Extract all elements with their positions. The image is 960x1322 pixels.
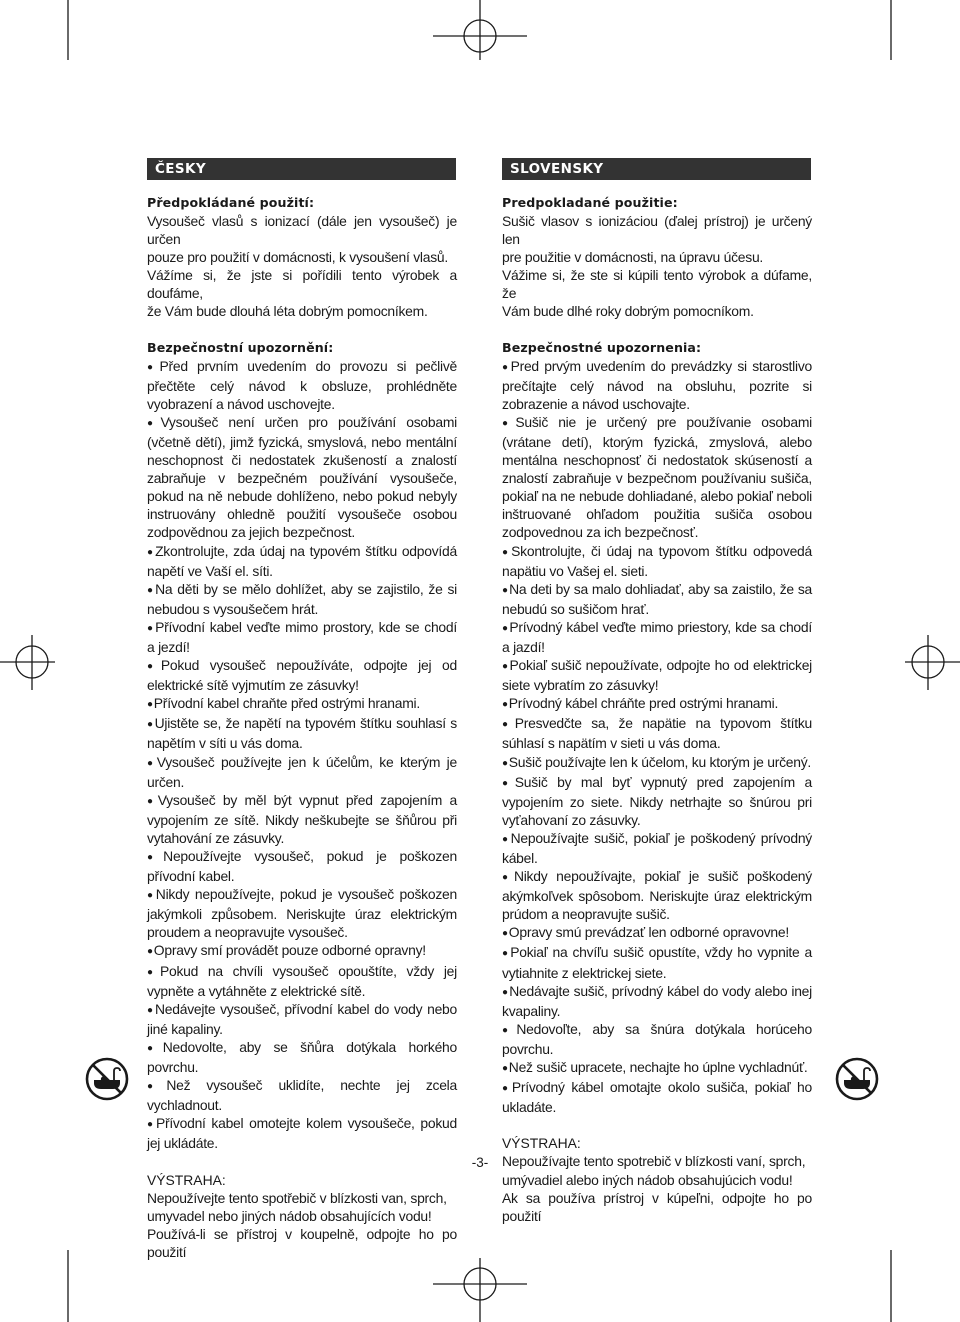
bullet-icon: ● xyxy=(502,1083,511,1095)
safety-item xyxy=(147,542,457,580)
bullet-icon: ● xyxy=(502,777,514,789)
safety-item xyxy=(147,1038,457,1076)
safety-item-text: Pokiaľ na chvíľu sušič opustíte, vždy ho vypnite a vytiahnite z elektrickej siete. xyxy=(502,944,812,981)
safety-item xyxy=(147,885,457,941)
crosshair-icon xyxy=(433,1258,527,1322)
text-line: pre použitie v domácnosti, na úpravu účesu. xyxy=(502,249,764,266)
safety-item xyxy=(502,580,812,618)
page-number: -3- xyxy=(471,1155,489,1170)
language-header: SLOVENSKY xyxy=(502,158,811,180)
safety-item xyxy=(502,1078,812,1116)
bullet-icon: ● xyxy=(502,1024,516,1036)
safety-item xyxy=(502,1020,812,1058)
safety-item-text: Nedovolte, aby se šňůra dotýkala horkého povrchu. xyxy=(147,1038,457,1076)
bullet-icon: ● xyxy=(502,546,511,558)
safety-item xyxy=(502,618,812,656)
safety-item-text: Nepoužívajte sušič, pokiaľ je poškodený prívodný kábel. xyxy=(502,829,812,866)
safety-item-text: Pokud vysoušeč nepoužíváte, odpojte jej od elektrické sítě vyjmutím ze zásuvky! xyxy=(147,657,457,694)
safety-item-text: Nikdy nepoužívajte, pokiaľ je sušič poškodený akýmkoľvek spôsobom. Neriskujte úraz elektrickým prúdom a neopravujte sušič. xyxy=(502,868,812,923)
bullet-icon: ● xyxy=(147,1119,155,1131)
bullet-icon: ● xyxy=(147,661,160,673)
safety-item xyxy=(502,829,812,867)
safety-heading: Bezpečnostné upozornenia: xyxy=(502,339,702,355)
bullet-icon: ● xyxy=(502,622,509,634)
bullet-icon: ● xyxy=(147,946,153,958)
text-line: že Vám bude dlouhá léta dobrým pomocníkem. xyxy=(147,303,428,320)
crosshair-icon xyxy=(433,0,527,60)
warning-heading: VÝSTRAHA: xyxy=(147,1171,226,1188)
column-czech xyxy=(147,158,457,1261)
safety-item-text: Zkontrolujte, zda údaj na typovém štítku odpovídá napětí ve Vaší el. síti. xyxy=(147,542,457,579)
text-line: Vysoušeč vlasů s ionizací (dále jen vysoušeč) je určen xyxy=(147,213,457,248)
safety-item xyxy=(502,714,812,752)
warning-heading: VÝSTRAHA: xyxy=(502,1135,581,1152)
bullet-icon: ● xyxy=(147,417,160,429)
bullet-icon: ● xyxy=(147,622,155,634)
safety-item-text: Opravy smí provádět pouze odborné opravny! xyxy=(153,942,426,959)
safety-heading: Bezpečnostní upozornění: xyxy=(147,339,334,355)
text-line: Nepoužívajte tento spotrebič v blízkosti vaní, sprch, xyxy=(502,1153,806,1170)
safety-item xyxy=(147,847,457,885)
crosshair-icon xyxy=(0,635,55,690)
safety-item xyxy=(502,923,812,943)
safety-item xyxy=(502,542,812,580)
safety-item-text: Před prvním uvedením do provozu si pečlivě přečtěte celý návod k obsluze, prohlédněte vyobrazení a návod uschovejte. xyxy=(147,357,457,412)
safety-item xyxy=(502,867,812,923)
language-header: ČESKY xyxy=(147,158,456,180)
safety-item-text: Než vysoušeč uklidíte, nechte jej zcela vychladnout. xyxy=(147,1077,457,1114)
safety-item xyxy=(147,357,457,413)
safety-item-text: Nikdy nepoužívejte, pokud je vysoušeč poškozen jakýmkoli způsobem. Neriskujte úraz elektrickým proudem a neopravujte vysoušeč. xyxy=(147,886,457,941)
safety-item-text: Na deti by sa malo dohliadať, aby sa zaistilo, že sa nebudú so sušičom hrať. xyxy=(502,580,813,617)
text-line: Sušič vlasov s ionizáciou (ďalej prístroj) je určený len xyxy=(502,213,812,248)
safety-item xyxy=(147,656,457,694)
bullet-icon: ● xyxy=(502,986,509,998)
safety-item-text: Vysoušeč používejte jen k účelům, ke kterým je určen. xyxy=(147,753,457,790)
bullet-icon: ● xyxy=(502,928,508,940)
safety-item-text: Nedávajte sušič, prívodný kábel do vody alebo inej kvapaliny. xyxy=(502,982,812,1019)
safety-item-text: Přívodní kabel veďte mimo prostory, kde se chodí a jezdí! xyxy=(147,618,457,655)
safety-item-text: Prívodný kábel omotajte okolo sušiča, pokiaľ ho ukladáte. xyxy=(502,1079,812,1116)
intended-use-text xyxy=(147,212,457,321)
text-line: Vám bude dlhé roky dobrým pomocníkom. xyxy=(502,303,754,320)
bullet-icon: ● xyxy=(147,1081,166,1093)
safety-item-text: Prívodný kábel veďte mimo priestory, kde sa chodí a jazdí! xyxy=(502,618,812,655)
text-line: Ak sa používa prístroj v kúpeľni, odpojte ho po použití xyxy=(502,1189,812,1224)
bullet-icon: ● xyxy=(502,719,514,731)
safety-item xyxy=(147,580,457,618)
bullet-icon: ● xyxy=(502,661,509,673)
safety-item-text: Nedovoľte, aby sa šnúra dotýkala horúceho povrchu. xyxy=(502,1020,812,1057)
text-line: Vážíme si, že jste si pořídili tento výrobek a doufáme, xyxy=(147,267,457,302)
bullet-icon: ● xyxy=(147,795,157,807)
bullet-icon: ● xyxy=(147,584,155,596)
text-line: umyvadel nebo jiných nádob obsahujících vodu! xyxy=(147,1207,432,1224)
safety-item xyxy=(502,656,812,694)
safety-item-text: Nepoužívejte vysoušeč, pokud je poškozen přívodní kabel. xyxy=(147,848,457,885)
safety-item-text: Pokud na chvíli vysoušeč opouštíte, vždy jej vypněte a vytáhněte z elektrické sítě. xyxy=(147,962,457,999)
safety-item-text: Na děti by se mělo dohlížet, aby se zajistilo, že si nebudou s vysoušečem hrát. xyxy=(147,580,457,617)
bullet-icon: ● xyxy=(147,1004,154,1016)
bullet-icon: ● xyxy=(502,361,510,373)
text-line: pouze pro použití v domácnosti, k vysoušení vlasů. xyxy=(147,249,448,266)
no-bathtub-icon xyxy=(834,1056,880,1102)
safety-item-text: Sušič nie je určený pre používanie osobami (vrátane detí), ktorým fyzická, zmyslová, alebo mentálna neschopnosť či nedostatok skúseností a znalostí zabraňuje v bezpečnom používaniu sušiča, pokiaľ na ne nebude dohliadané, alebo pokiaľ neboli inštruované ohľadom použitia sušiča osobou zodpovednou za ich bezpečnosť. xyxy=(502,413,812,541)
safety-item xyxy=(502,694,812,714)
safety-item-text: Přívodní kabel chraňte před ostrými hranami. xyxy=(153,695,420,712)
no-bathtub-icon xyxy=(84,1056,130,1102)
text-line: umývadiel alebo iných nádob obsahujúcich vodu! xyxy=(502,1171,793,1188)
safety-item-text: Pokiaľ sušič nepoužívate, odpojte ho od elektrickej siete vybratím zo zásuvky! xyxy=(502,657,812,694)
safety-item xyxy=(147,618,457,656)
safety-item-text: Vysoušeč by měl být vypnut před zapojením a vypojením ze sítě. Nikdy neškubejte se šňůrou při vytahování ze zásuvky. xyxy=(147,791,457,846)
text-line: Nepoužívejte tento spotřebič v blízkosti van, sprch, xyxy=(147,1189,447,1206)
safety-list xyxy=(502,357,812,1117)
safety-item-text: Vysoušeč není určen pro používání osobami (včetně dětí), jimž fyzická, smyslová, nebo mentální neschopnost či nedostatek zkušeností a znalostí zabraňuje v bezpečném používání vysoušeče, pokud na ně nebude dohlíženo, nebo pokud nebyly instruovány ohledně použití vysoušeče osobou zodpovědnou za jejich bezpečnost. xyxy=(147,413,457,541)
bullet-icon: ● xyxy=(147,361,159,373)
safety-item-text: Skontrolujte, či údaj na typovom štítku odpovedá napätiu vo Vašej el. sieti. xyxy=(502,542,813,579)
safety-item-text: Presvedčte sa, že napätie na typovom štítku súhlasí s napätím v sieti u vás doma. xyxy=(502,715,812,752)
safety-item xyxy=(502,1058,812,1078)
text-line: Používá-li se přístroj v koupelně, odpojte ho po použití xyxy=(147,1225,457,1260)
bullet-icon: ● xyxy=(502,833,510,845)
text-line: Vážime si, že ste si kúpili tento výrobok a dúfame, že xyxy=(502,267,812,302)
safety-item xyxy=(147,1114,457,1152)
safety-item-text: Pred prvým uvedením do prevádzky si starostlivo prečítajte celý návod na obsluhu, pozrite si zobrazenie a návod uschovajte. xyxy=(502,357,812,412)
safety-item xyxy=(147,413,457,542)
bullet-icon: ● xyxy=(502,1063,508,1075)
safety-item xyxy=(147,1076,457,1114)
bullet-icon: ● xyxy=(147,699,153,711)
safety-item xyxy=(147,753,457,791)
safety-item xyxy=(147,941,457,961)
safety-item xyxy=(502,357,812,413)
bullet-icon: ● xyxy=(502,584,509,596)
bullet-icon: ● xyxy=(502,757,508,769)
safety-item xyxy=(502,753,812,773)
safety-item xyxy=(502,943,812,981)
safety-item-text: Nedávejte vysoušeč, přívodní kabel do vody nebo jiné kapaliny. xyxy=(147,1000,457,1037)
safety-item xyxy=(147,714,457,752)
bullet-icon: ● xyxy=(147,757,156,769)
safety-item-text: Prívodný kábel chráňte pred ostrými hranami. xyxy=(508,695,779,712)
safety-item xyxy=(147,694,457,714)
bullet-icon: ● xyxy=(147,1042,162,1054)
bullet-icon: ● xyxy=(147,852,163,863)
bullet-icon: ● xyxy=(502,948,510,960)
column-slovak xyxy=(502,158,812,1225)
intended-use-heading: Predpokladané použitie: xyxy=(502,195,678,210)
safety-item-text: Přívodní kabel omotejte kolem vysoušeče, pokud jej ukládáte. xyxy=(147,1115,457,1152)
safety-item-text: Ujistěte se, že napětí na typovém štítku souhlasí s napětím v síti u vás doma. xyxy=(147,715,457,752)
safety-item xyxy=(147,1000,457,1038)
bullet-icon: ● xyxy=(502,872,513,884)
safety-item xyxy=(502,413,812,542)
crosshair-icon xyxy=(905,635,960,690)
safety-item xyxy=(502,982,812,1020)
bullet-icon: ● xyxy=(502,699,508,711)
safety-item-text: Sušič by mal byť vypnutý pred zapojením a vypojením zo siete. Nikdy netrhajte so šnúrou pri vyťahovaní zo zásuvky. xyxy=(502,773,812,828)
safety-list xyxy=(147,357,457,1153)
safety-item xyxy=(147,962,457,1000)
bullet-icon: ● xyxy=(147,890,155,902)
bullet-icon: ● xyxy=(147,546,155,558)
bullet-icon: ● xyxy=(147,966,159,978)
intended-use-text xyxy=(502,212,812,321)
safety-item-text: Opravy smú prevádzať len odborné opravovne! xyxy=(508,924,789,941)
safety-item-text: Než sušič upracete, nechajte ho úplne vychladnúť. xyxy=(508,1059,808,1076)
safety-item xyxy=(502,773,812,829)
safety-item xyxy=(147,791,457,847)
safety-item-text: Sušič používajte len k účelom, ku ktorým je určený. xyxy=(508,753,812,770)
intended-use-heading: Předpokládané použití: xyxy=(147,195,315,210)
bullet-icon: ● xyxy=(502,417,515,429)
warning-text xyxy=(147,1189,457,1261)
bullet-icon: ● xyxy=(147,719,154,731)
